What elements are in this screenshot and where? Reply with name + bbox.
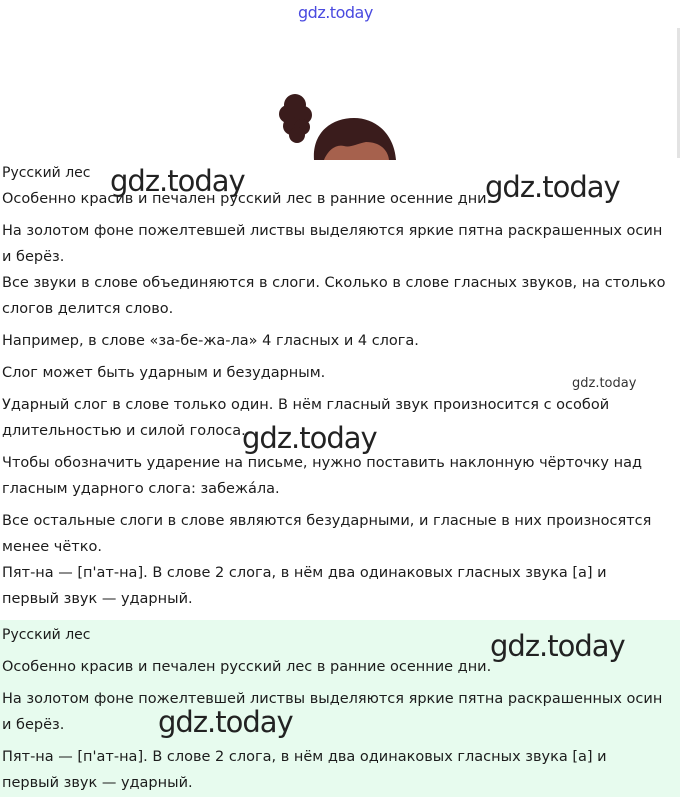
paragraph: Пят-на — [п'ат-на]. В слове 2 слога, в нём два одинаковых гласных звука [а] и первый звук — ударный.	[2, 565, 607, 607]
paragraph: Слог может быть ударным и безударным.	[2, 365, 326, 381]
paragraph: Все звуки в слове объединяются в слоги. Сколько в слове гласных звуков, на столько слогов делится слово.	[2, 275, 666, 317]
paragraph: На золотом фоне пожелтевшей листвы выделяются яркие пятна раскрашенных осин и берёз.	[2, 223, 663, 265]
watermark: gdz.today	[242, 421, 377, 455]
section-title: Русский лес	[2, 165, 91, 181]
watermark: gdz.today	[490, 629, 625, 663]
paragraph: Чтобы обозначить ударение на письме, нужно поставить наклонную чёрточку над гласным ударного слога: забежáла.	[2, 455, 642, 497]
watermark: gdz.today	[485, 170, 620, 204]
header-watermark: gdz.today	[298, 3, 373, 22]
paragraph: Ударный слог в слове только один. В нём гласный звук произносится с особой длительностью и силой голоса.	[2, 397, 610, 439]
character-head-icon	[270, 88, 400, 160]
paragraph: Особенно красив и печален русский лес в ранние осенние дни.	[2, 191, 492, 207]
paragraph: Пят-на — [п'ат-на]. В слове 2 слога, в нём два одинаковых гласных звука [а] и первый звук — ударный.	[2, 749, 607, 791]
watermark: gdz.today	[110, 164, 245, 198]
watermark: gdz.today	[572, 376, 637, 391]
paragraph: Например, в слове «за-бе-жа-ла» 4 гласных и 4 слога.	[2, 333, 419, 349]
paragraph: Особенно красив и печален русский лес в ранние осенние дни.	[2, 659, 492, 675]
paragraph: На золотом фоне пожелтевшей листвы выделяются яркие пятна раскрашенных осин и берёз.	[2, 691, 663, 733]
section-title: Русский лес	[2, 627, 91, 643]
watermark: gdz.today	[158, 705, 293, 739]
paragraph: Все остальные слоги в слове являются безударными, и гласные в них произносятся менее чётко.	[2, 513, 652, 555]
